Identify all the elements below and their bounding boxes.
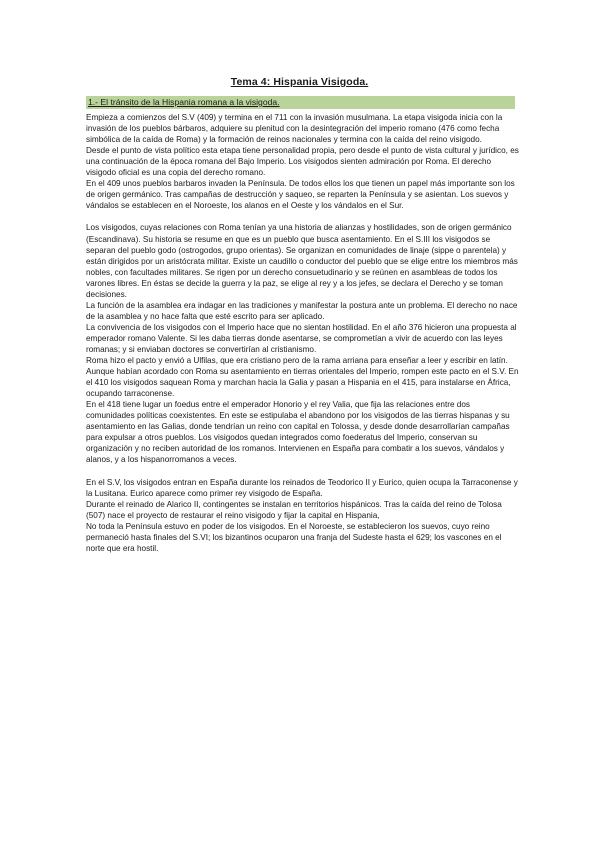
paragraph: Los visigodos, cuyas relaciones con Roma tenían ya una historia de alianzas y hostilidades, son de origen germánico (Escandinava). Su historia se resume en que es un pueblo que busca asentamiento. En el S.III los visigodos se separan del pueblo godo (ostrogodos, grupo orientas). Se organizan en comunidades de linaje (sippe o parentela) y están dirigidos por un aristócrata militar. Existe un caudillo o conductor del pueblo que se elige entre los miembros más nobles, con facultades militares. Se rigen por un derecho consuetudinario y se reúnen en asambleas de todos los varones libres. En éstas se decide la guerra y la paz, se elige al rey y a los jefes, se declara el Derecho y se toman decisiones.	[86, 223, 518, 299]
paragraph: Durante el reinado de Alarico II, contingentes se instalan en territorios hispánicos. Tras la caída del reino de Tolosa (507) nace el proyecto de restaurar el reino visigodo y fijar la capital en Hispania,	[86, 499, 502, 520]
section-heading: 1.- El tránsito de la Hispania romana a la visigoda.	[88, 97, 280, 107]
document-body	[86, 112, 520, 554]
paragraph: No toda la Península estuvo en poder de los visigodos. En el Noroeste, se establecieron los suevos, cuyo reino permaneció hasta finales del S.VI; los bizantinos ocuparon una franja del Sudeste hasta el 629; los vascones en el norte que era hostil.	[86, 521, 502, 553]
paragraph: En el S.V, los visigodos entran en España durante los reinados de Teodorico II y Eurico, quien ocupa la Tarraconense y la Lusitana. Eurico aparece como primer rey visigodo de España.	[86, 477, 518, 498]
paragraph: Roma hizo el pacto y envió a Ulfilas, que era cristiano pero de la rama arriana para enseñar a leer y escribir en latín.	[86, 356, 508, 366]
paragraph: Desde el punto de vista político esta etapa tiene personalidad propia, pero desde el punto de vista cultural y jurídico, es una continuación de la época romana del Bajo Imperio. Los visigodos sienten admiración por Roma. El derecho visigodo oficial es una copia del derecho romano.	[86, 146, 519, 178]
paragraph: La convivencia de los visigodos con el Imperio hace que no sientan hostilidad. En el año 376 hicieron una propuesta al emperador romano Valente. Si les daba tierras donde asentarse, se comprometían a vivir de acuerdo con las leyes romanas; y si enviaban doctores se convertirían al cristianismo.	[86, 322, 517, 354]
paragraph: En el 418 tiene lugar un foedus entre el emperador Honorio y el rey Valia, que fija las relaciones entre dos comunidades políticas coexistentes. En este se estipulaba el abandono por los visigodos de las tierras hispanas y su asentamiento en las Galias, donde tendrían un reino con capital en Tolossa, y desde donde desarrollarían campañas para expulsar a otros pueblos. Los visigodos quedan integrados como foederatus del Imperio, conservan su organización y no reciben autoridad de los romanos. Intervienen en España para combatir a los suevos, vándalos y alanos, y a los hispanorromanos a veces.	[86, 400, 510, 465]
document-title: Tema 4: Hispania Visigoda.	[230, 76, 369, 88]
paragraph: La función de la asamblea era indagar en las tradiciones y manifestar la postura ante un problema. El derecho no nace de la asamblea y no hace falta que esté escrito para ser aplicado.	[86, 300, 518, 321]
paragraph: Empieza a comienzos del S.V (409) y termina en el 711 con la invasión musulmana. La etapa visigoda inicia con la invasión de los pueblos bárbaros, adquiere su plenitud con la desintegración del imperio romano (476 como fecha simbólica de la caída de Roma) y la formación de reinos nacionales y termina con la caída del reino visigodo.	[86, 113, 503, 145]
paragraph: Aunque habían acordado con Roma su asentamiento en tierras orientales del Imperio, rompen este pacto en el S.V. En el 410 los visigodos saquean Roma y marchan hacia la Galia y pasan a Hispania en el 415, para instalarse en África, ocupando tarraconense.	[86, 367, 519, 399]
paragraph: En el 409 unos pueblos barbaros invaden la Península. De todos ellos los que tienen un papel más importante son los de origen germánico. Tras campañas de destrucción y saqueo, se reparten la Península y se asientan. Los suevos y vándalos se establecen en el Noroeste, los alanos en el Oeste y los vándalos en el Sur.	[86, 179, 515, 211]
